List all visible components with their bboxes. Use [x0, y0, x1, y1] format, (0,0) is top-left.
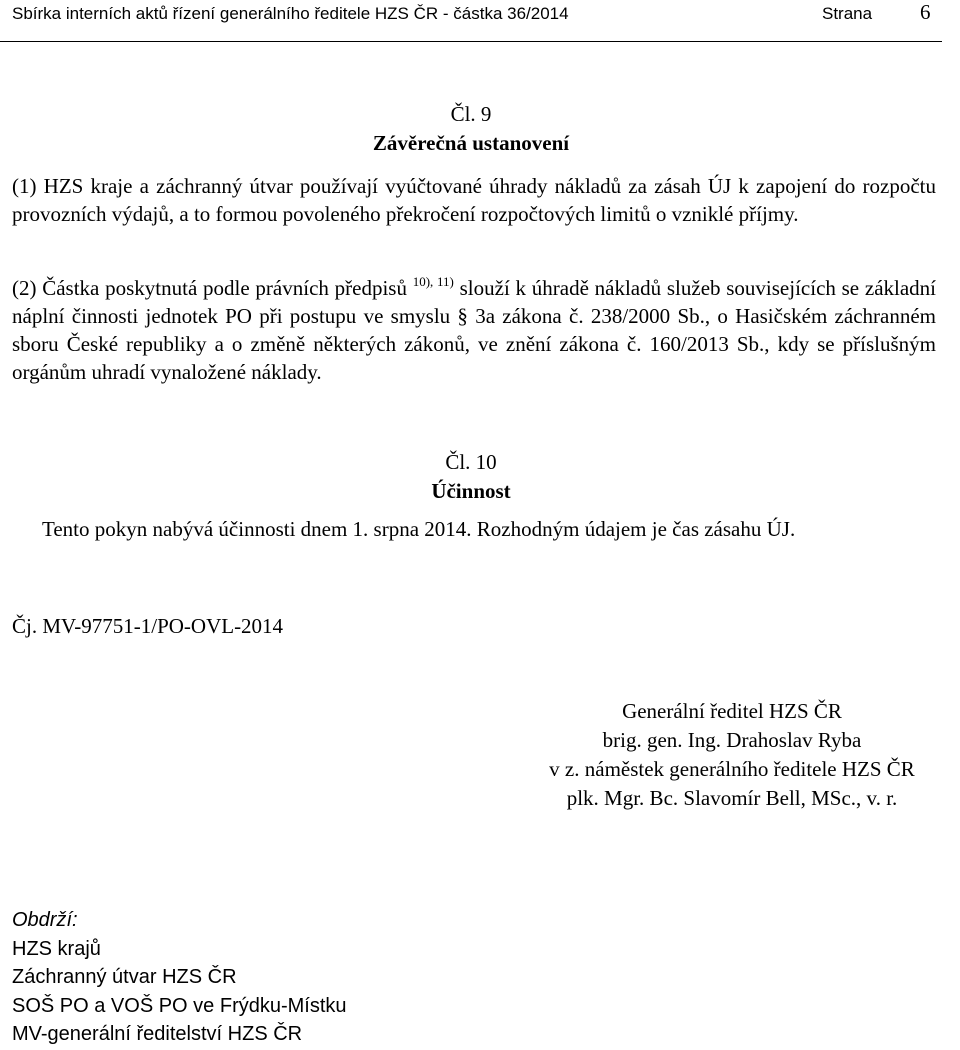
page-label: Strana — [822, 4, 873, 23]
footnote-refs: 10), 11) — [412, 274, 454, 289]
signature-line-3: v z. náměstek generálního ředitele HZS ČR — [549, 757, 915, 781]
reference-number: Čj. MV-97751-1/PO-OVL-2014 — [12, 614, 284, 638]
recipients-list — [12, 906, 347, 1049]
paragraph-text — [12, 268, 936, 386]
header-title: Sbírka interních aktů řízení generálního ředitele HZS ČR - částka 36/2014 — [12, 4, 569, 23]
recipient-item: SOŠ PO a VOŠ PO ve Frýdku-Místku — [12, 994, 347, 1017]
page-header — [0, 0, 942, 42]
article-9-paragraph-2 — [12, 268, 936, 386]
signature-line-1: Generální ředitel HZS ČR — [622, 699, 842, 723]
article-10-text: Tento pokyn nabývá účinnosti dnem 1. srpna 2014. Rozhodným údajem je čas zásahu ÚJ. — [42, 517, 796, 541]
para2-start: (2) Částka poskytnutá podle právních předpisů — [12, 276, 407, 300]
recipient-item: MV-generální ředitelství HZS ČR — [12, 1023, 303, 1045]
article-10-number: Čl. 10 — [445, 450, 497, 474]
article-9-paragraph-1 — [12, 172, 936, 228]
signature-line-2: brig. gen. Ing. Drahoslav Ryba — [602, 728, 862, 752]
article-9-number: Čl. 9 — [450, 102, 492, 126]
signature-line-4: plk. Mgr. Bc. Slavomír Bell, MSc., v. r. — [566, 786, 898, 810]
recipient-item: HZS krajů — [12, 937, 101, 960]
page-number: 6 — [920, 0, 931, 24]
article-10-heading: Účinnost — [431, 479, 511, 503]
para2-end: slouží k úhradě nákladů služeb souvisejících se základní náplní činnosti jednotek PO při postupu ve smyslu § 3a zákona č. 238/2000 Sb., o Hasičském záchranném sboru České republiky a o změně některých zákonů, ve znění zákona č. 160/2013 Sb., kdy se příslušným orgánům uhradí vynaložené náklady. — [12, 276, 937, 384]
recipient-item: Záchranný útvar HZS ČR — [12, 966, 237, 988]
article-9-heading: Závěrečná ustanovení — [372, 131, 570, 155]
signature-block — [500, 697, 960, 813]
paragraph-text: (1) HZS kraje a záchranný útvar používají vyúčtované úhrady nákladů za zásah ÚJ k zapojení do rozpočtu provozních výdajů, a to formou povoleného překročení rozpočtových limitů o vzniklé příjmy. — [12, 174, 936, 226]
recipients-label: Obdrží: — [12, 909, 78, 931]
